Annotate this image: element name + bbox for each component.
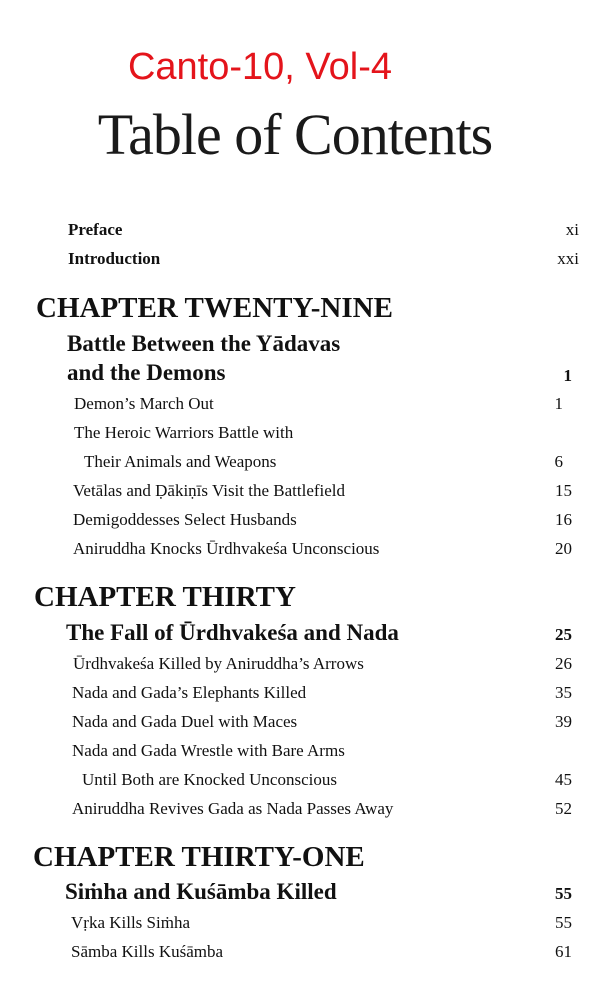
toc-section-page: 45	[555, 770, 572, 789]
toc-section-page: 15	[555, 481, 572, 500]
toc-section-page: 61	[555, 942, 572, 961]
toc-entry-page: xxi	[557, 249, 579, 268]
toc-entry-label: Introduction	[68, 249, 161, 268]
toc-section-page: 20	[555, 539, 572, 558]
toc-entry-introduction[interactable]	[0, 249, 600, 273]
chapter-title[interactable]: and the Demons	[67, 360, 226, 385]
toc-section[interactable]	[0, 539, 600, 563]
chapter-title[interactable]: Siṁha and Kuśāmba Killed	[65, 879, 337, 904]
toc-section-page: 16	[555, 510, 572, 529]
toc-section[interactable]	[0, 423, 600, 447]
toc-section-label: Demon’s March Out	[74, 394, 214, 413]
toc-section-page: 55	[555, 913, 572, 932]
chapter-page: 55	[555, 884, 572, 903]
toc-section-label: Vṛka Kills Siṁha	[71, 913, 190, 932]
toc-section-page: 52	[555, 799, 572, 818]
toc-section[interactable]	[0, 913, 600, 937]
toc-section-label: Nada and Gada Wrestle with Bare Arms	[72, 741, 345, 760]
toc-section-label: Sāmba Kills Kuśāmba	[71, 942, 224, 961]
chapter-heading: CHAPTER THIRTY	[34, 581, 296, 613]
chapter-heading: CHAPTER TWENTY-NINE	[36, 292, 393, 324]
toc-section[interactable]	[0, 741, 600, 765]
toc-section-page: 1	[554, 394, 563, 413]
toc-section-page: 39	[555, 712, 572, 731]
toc-section-page: 6	[554, 452, 563, 471]
toc-section-label: Nada and Gada’s Elephants Killed	[72, 683, 307, 702]
toc-section[interactable]	[0, 394, 600, 418]
toc-section[interactable]	[0, 942, 600, 966]
chapter-title[interactable]: Battle Between the Yādavas	[67, 331, 341, 356]
toc-section-label: Demigoddesses Select Husbands	[73, 510, 297, 529]
chapter-title[interactable]: The Fall of Ūrdhvakeśa and Nada	[66, 620, 399, 645]
toc-section[interactable]	[0, 770, 600, 794]
page-title: Table of Contents	[97, 102, 493, 167]
toc-section[interactable]	[0, 683, 600, 707]
canto-label: Canto-10, Vol-4	[127, 46, 393, 88]
toc-section[interactable]	[0, 712, 600, 736]
toc-entry-page: xi	[565, 220, 579, 239]
toc-section[interactable]	[0, 654, 600, 678]
toc-entry-preface[interactable]	[0, 220, 600, 244]
toc-section[interactable]	[0, 481, 600, 505]
toc-section[interactable]	[0, 452, 600, 476]
chapter-heading: CHAPTER THIRTY-ONE	[33, 841, 365, 873]
chapter-page: 25	[555, 625, 572, 644]
toc-section-label: Until Both are Knocked Unconscious	[82, 770, 337, 789]
toc-section[interactable]	[0, 799, 600, 823]
chapter-page: 1	[563, 366, 572, 385]
toc-section-label: Vetālas and Ḍākiṇīs Visit the Battlefield	[73, 481, 346, 500]
toc-section[interactable]	[0, 510, 600, 534]
toc-section-label: Their Animals and Weapons	[84, 452, 277, 471]
toc-section-page: 35	[555, 683, 572, 702]
toc-section-label: The Heroic Warriors Battle with	[74, 423, 294, 442]
toc-section-label: Ūrdhvakeśa Killed by Aniruddha’s Arrows	[73, 654, 364, 673]
toc-section-label: Aniruddha Revives Gada as Nada Passes Away	[72, 799, 394, 818]
toc-section-label: Aniruddha Knocks Ūrdhvakeśa Unconscious	[73, 539, 380, 558]
toc-entry-label: Preface	[68, 220, 123, 239]
toc-section-label: Nada and Gada Duel with Maces	[72, 712, 298, 731]
toc-section-page: 26	[555, 654, 572, 673]
